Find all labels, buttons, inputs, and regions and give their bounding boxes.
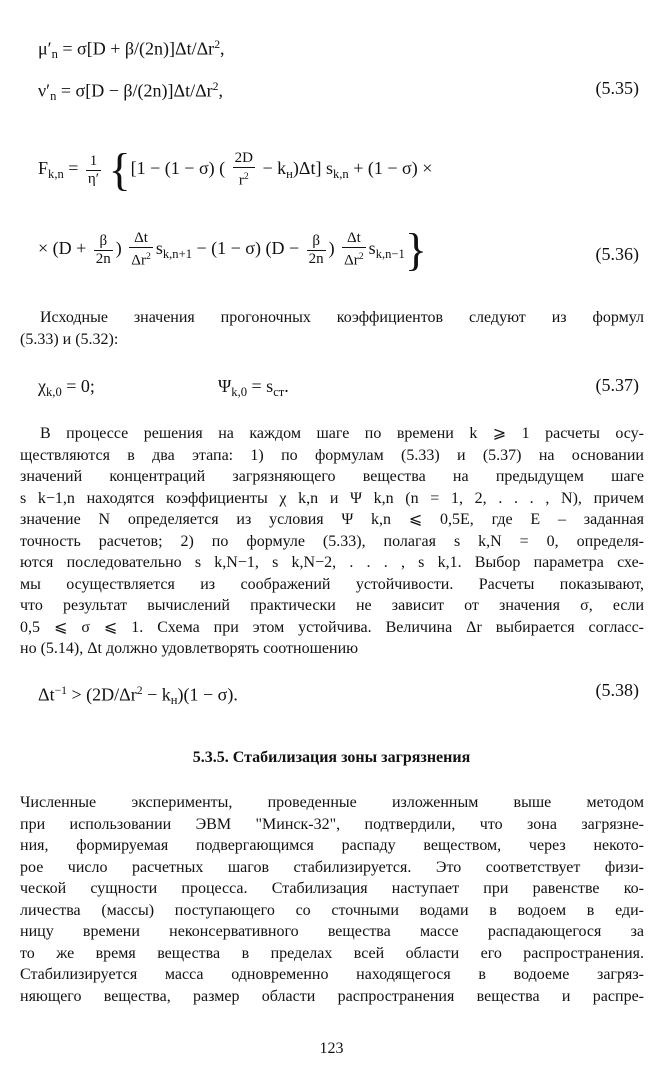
text-line: В процессе решения на каждом шаге по времени k ⩾ 1 расчеты осу- [40, 425, 644, 442]
text-line: значение N определяется из условия Ψ k,n ⩽ 0,5E, где E – заданная [20, 511, 644, 528]
equation-nu: $\nu'_n = \sigma[D - \beta/(2n)]\Delta t/\Delta r^2$, [38, 80, 224, 104]
text-line: Стабилизируется масса одновременно находящегося в водоеме загряз- [20, 966, 644, 983]
text-line: но (5.14), Δt должно удовлетворять соотношению [20, 640, 359, 657]
paragraph-initial-values [20, 307, 644, 350]
text-line: 0,5 ⩽ σ ⩽ 1. Схема при этом устойчива. Величина Δr выбирается согласс- [20, 618, 644, 636]
text-line: что результат вычислений практически не зависит от значения σ, если [20, 597, 644, 614]
text-line: точность расчетов; 2) по формуле (5.33), полагая s k,N = 0, определя- [20, 532, 644, 550]
equation-time-step: $\Delta t^{-1} > (2D/\Delta r^2 - k_н)(1 - \sigma)$. [38, 684, 238, 708]
equation-F-line2: × (D + $\frac{\beta}{2n}$ ) $\frac{\Delta t}{\Delta r^2}$ $s_{k,n+1} - (1 - \sigma) (D$ − $\frac{\beta}{2n}$ ) $\frac{\Delta t}{\Delta r^2}$ $s_{k,n-1}$} [38, 224, 427, 275]
equation-number-5-37: (5.37) [595, 375, 639, 395]
section-heading: 5.3.5. Стабилизация зоны загрязнения [192, 749, 471, 766]
equation-F-line1: $F_{k,n}$ = $\frac{1}{\eta'}$ {[1 − (1 − σ) ( $\frac{2D}{r^2}$ − $k_н)\Delta t$] $s_{k,n} + (1 - \sigma)$ × [38, 144, 433, 195]
text-line: ческой сущности процесса. Стабилизация наступает при равенстве ко- [20, 880, 644, 897]
equation-chi: $\chi_{k,0} = 0$; [38, 376, 95, 399]
text-line: значений концентраций загрязняющего вещества на предыдущем шаге [20, 468, 644, 485]
text-line: ществляются в два этапа: 1) по формулам (5.33) и (5.37) на основании [20, 446, 644, 464]
text-line: ния, формируемая подвергающимся распаду веществом, через некото- [20, 837, 644, 854]
text-line: няющего вещества, размер области распространения вещества и распре- [20, 987, 644, 1005]
equation-number-5-38: (5.38) [595, 680, 639, 700]
text-line: (5.33) и (5.32): [20, 330, 119, 348]
paragraph-solution-process [20, 423, 644, 660]
equation-mu: $\mu'_n = \sigma[D + \beta/(2n)]\Delta t/\Delta r^2$, [38, 38, 225, 62]
text-line: Численные эксперименты, проведенные изложенным выше методом [20, 794, 644, 811]
text-line: ницу времени неконсервативного вещества массе распадающегося за [20, 923, 644, 940]
text-line: мы осуществляется из соображений устойчивости. Расчеты показывают, [20, 575, 644, 593]
equation-number-5-36: (5.36) [595, 244, 639, 264]
page-number: 123 [319, 1040, 344, 1057]
text-line: то же время вещества в пределах всей области его распространения. [20, 944, 644, 962]
text-line: Исходные значения прогоночных коэффициентов следуют из формул [40, 309, 644, 326]
equation-number-5-35: (5.35) [595, 78, 639, 98]
paragraph-numerical-experiments [20, 792, 644, 1007]
text-line: ются последовательно s k,N−1, s k,N−2, . . . , s k,1. Выбор параметра схе- [20, 554, 644, 571]
text-line: личества (массы) поступающего со сточными водами в водоем в еди- [20, 901, 644, 919]
text-line: при использовании ЭВМ "Минск-32", подтвердили, что зона загрязне- [20, 815, 644, 833]
text-line: рое число расчетных шагов стабилизируется. Это соответствует физи- [20, 858, 644, 876]
text-line: s k−1,n находятся коэффициенты χ k,n и Ψ k,n (n = 1, 2, . . . , N), причем [20, 489, 644, 507]
equation-psi: $\Psi_{k,0} = s_{ст}$. [218, 376, 289, 399]
